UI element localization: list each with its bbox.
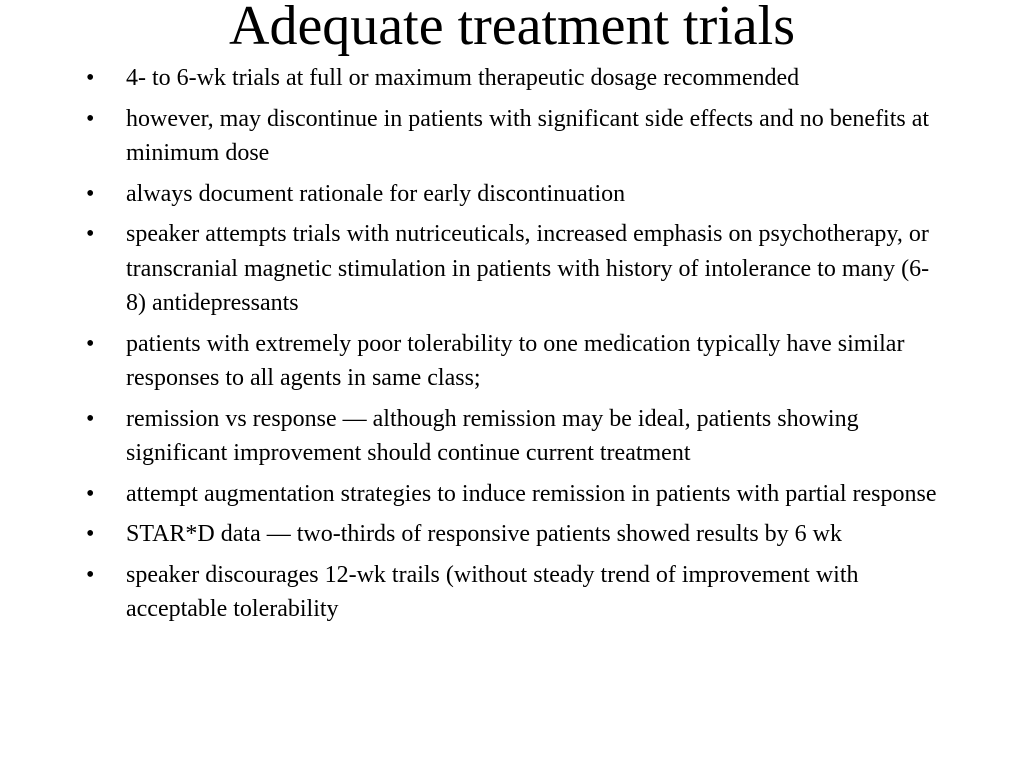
bullet-item	[86, 558, 946, 627]
slide-title: Adequate treatment trials	[229, 0, 795, 57]
bullet-icon: •	[86, 105, 95, 132]
bullet-item	[86, 102, 946, 171]
bullet-text: patients with extremely poor tolerability to one medication typically have similar responses to all agents in same class;	[126, 330, 905, 391]
bullet-item	[86, 61, 946, 96]
bullet-text: speaker discourages 12-wk trails (without steady trend of improvement with acceptable tolerability	[126, 561, 859, 622]
bullet-item	[86, 402, 946, 471]
bullet-item	[86, 517, 946, 552]
bullet-text: however, may discontinue in patients with significant side effects and no benefits at minimum dose	[126, 105, 930, 166]
bullet-icon: •	[86, 405, 95, 432]
bullet-list	[86, 61, 946, 633]
bullet-icon: •	[86, 330, 95, 357]
bullet-icon: •	[86, 180, 95, 207]
bullet-item	[86, 217, 946, 321]
bullet-icon: •	[86, 561, 95, 588]
bullet-icon: •	[86, 65, 95, 91]
bullet-text: 4- to 6-wk trials at full or maximum therapeutic dosage recommended	[126, 65, 800, 91]
bullet-icon: •	[86, 521, 95, 547]
bullet-icon: •	[86, 221, 95, 247]
bullet-text: STAR*D data — two-thirds of responsive patients showed results by 6 wk	[126, 521, 842, 547]
bullet-item	[86, 177, 946, 212]
bullet-item	[86, 477, 946, 512]
bullet-text: attempt augmentation strategies to induce remission in patients with partial response	[126, 480, 937, 507]
bullet-text: always document rationale for early discontinuation	[126, 180, 626, 207]
bullet-item	[86, 327, 946, 396]
bullet-text: speaker attempts trials with nutriceuticals, increased emphasis on psychotherapy, or transcranial magnetic stimulation in patients with history of intolerance to many (6-8) antidepressants	[126, 221, 930, 316]
bullet-icon: •	[86, 480, 95, 507]
bullet-text: remission vs response — although remission may be ideal, patients showing significant improvement should continue current treatment	[126, 405, 859, 466]
